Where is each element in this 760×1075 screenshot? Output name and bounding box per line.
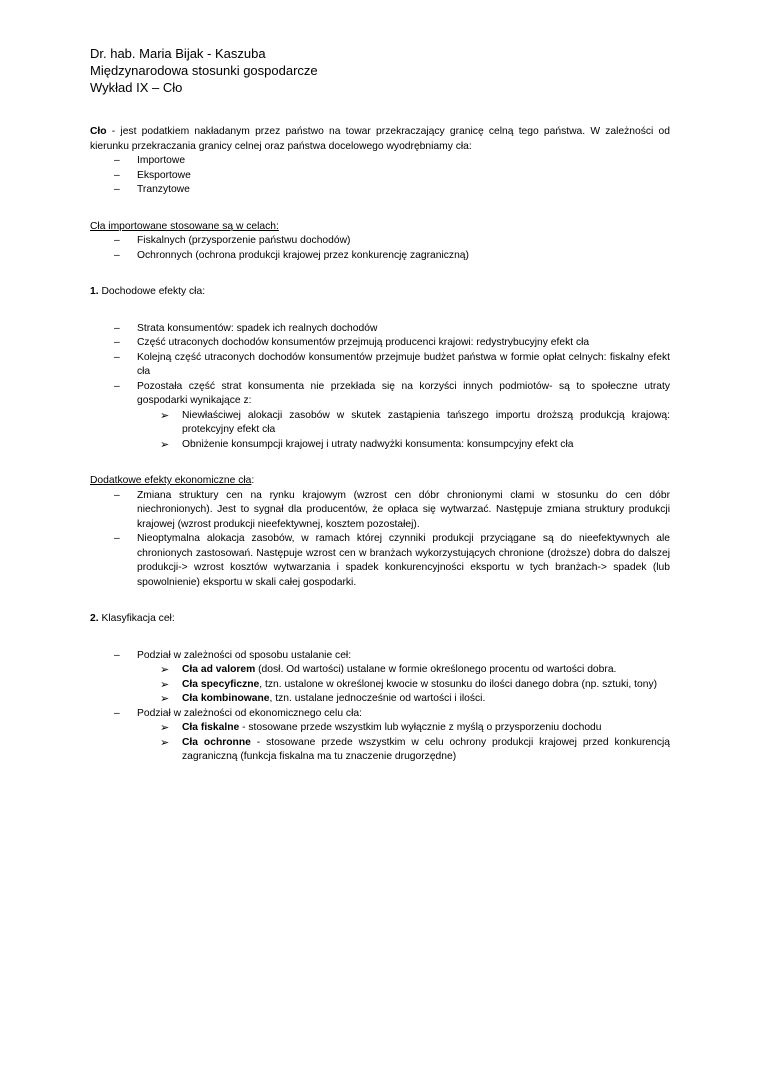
sub-list-item: ➢ Cła ochronne - stosowane przede wszystkim w celu ochrony produkcji krajowej przed konkurencją zagraniczną (funkcja fiskalna ma tu znaczenie drugorzędne) xyxy=(160,736,670,762)
dash-marker: – xyxy=(114,380,120,392)
dash-marker: – xyxy=(114,235,120,246)
sub-list-item: ➢ Cła fiskalne - stosowane przede wszystkim lub wyłącznie z myślą o przysporzeniu dochodu xyxy=(160,722,602,734)
list-item: – Część utraconych dochodów konsumentów przejmują producenci krajowi: redystrybucyjny efekt cła xyxy=(90,336,670,351)
arrow-marker: ➢ xyxy=(160,678,170,691)
list-item: – Fiskalnych (przysporzenie państwu dochodów) xyxy=(90,234,670,249)
intro-text: - jest podatkiem nakładanym przez państwo na towar przekraczający granicę celną tego państwa. W zależności od kierunku przekraczania granicy celnej oraz państwa docelowego wyodrębniamy cła: xyxy=(90,126,670,152)
dash-marker: – xyxy=(114,184,120,195)
dash-marker: – xyxy=(114,649,120,661)
dash-marker: – xyxy=(114,707,120,719)
intro-term: Cło xyxy=(90,126,107,137)
import-heading: Cła importowane stosowane są w celach: xyxy=(90,220,279,232)
dash-marker: – xyxy=(114,489,120,501)
sub-list-item: ➢ Cła kombinowane, tzn. ustalane jednocześnie od wartości i ilości. xyxy=(160,693,486,705)
sub-list-item: ➢ Cła ad valorem (dosł. Od wartości) ustalane w formie określonego procentu od wartości dobra. xyxy=(160,664,617,676)
dash-marker: – xyxy=(114,337,120,348)
document-body xyxy=(90,125,670,765)
dash-marker: – xyxy=(114,155,120,166)
list-item: – Strata konsumentów: spadek ich realnych dochodów xyxy=(90,322,670,337)
course-line: Międzynarodowa stosunki gospodarcze xyxy=(90,63,318,78)
sub-list-item: ➢ Niewłaściwej alokacji zasobów w skutek zastąpienia tańszego importu droższą produkcją krajową: protekcyjny efekt cła xyxy=(160,409,670,435)
list-item: – Pozostała część strat konsumenta nie przekłada się na korzyści innych podmiotów- są to społeczne utraty gospodarki wynikające z: xyxy=(114,380,670,406)
arrow-marker: ➢ xyxy=(160,722,170,734)
list-item: – Importowe xyxy=(90,154,670,169)
list-item: – Eksportowe xyxy=(90,169,670,184)
dash-marker: – xyxy=(114,533,120,544)
list-item: – Nieoptymalna alokacja zasobów, w ramach której czynniki produkcji przyciągane są do nieefektywnych ale chronionych zastosowań. Następuje wzrost cen w branżach wykorzystujących chronione (droższe) dobra do dalszej produkcji-> wzrost kosztów wytwarzania i spadek konkurencyjności eksportu w tych branżach-> spadek (lub spowolnienie) eksportu w skali całej gospodarki. xyxy=(114,533,670,588)
list-item: – Tranzytowe xyxy=(90,183,670,198)
list-item: – Ochronnych (ochrona produkcji krajowej przez konkurencję zagraniczną) xyxy=(90,249,670,264)
arrow-marker: ➢ xyxy=(160,693,170,705)
list-item: – Podział w zależności od sposobu ustalanie ceł: xyxy=(90,649,670,664)
lecture-title: Wykład IX – Cło xyxy=(90,80,183,95)
arrow-marker: ➢ xyxy=(160,664,170,676)
list-item: – Kolejną część utraconych dochodów konsumentów przejmuje budżet państwa w formie opłat celnych: fiskalny efekt cła xyxy=(114,351,670,377)
arrow-marker: ➢ xyxy=(160,438,170,451)
dash-marker: – xyxy=(114,322,120,334)
dash-marker: – xyxy=(114,351,120,363)
list-item: – Podział w zależności od ekonomicznego celu cła: xyxy=(90,707,670,722)
arrow-marker: ➢ xyxy=(160,409,170,422)
sub-list-item: ➢ Obniżenie konsumpcji krajowej i utraty nadwyżki konsumenta: konsumpcyjny efekt cła xyxy=(160,438,574,451)
sub-list-item: ➢ Cła specyficzne, tzn. ustalone w określonej kwocie w stosunku do ilości danego dobra (np. sztuki, tony) xyxy=(160,678,658,691)
section2-heading: 2. Klasyfikacja ceł: xyxy=(90,613,175,624)
author-line: Dr. hab. Maria Bijak - Kaszuba xyxy=(90,46,266,61)
arrow-marker: ➢ xyxy=(160,736,170,749)
intro-paragraph xyxy=(90,125,670,154)
dash-marker: – xyxy=(114,249,120,261)
section1-heading: 1. Dochodowe efekty cła: xyxy=(90,286,206,297)
document-header xyxy=(90,45,318,96)
dash-marker: – xyxy=(114,169,120,181)
list-item: – Zmiana struktury cen na rynku krajowym (wzrost cen dóbr chronionymi cłami w stosunku do cen dóbr niechronionych). Jest to sygnał dla producentów, że opłaca się wytwarzać. Następuje zmiana struktury produkcji krajowej (wzrost produkcji nieefektywnej, kosztem pozostałej). xyxy=(114,489,670,530)
additional-heading: Dodatkowe efekty ekonomiczne cła: xyxy=(90,475,255,486)
